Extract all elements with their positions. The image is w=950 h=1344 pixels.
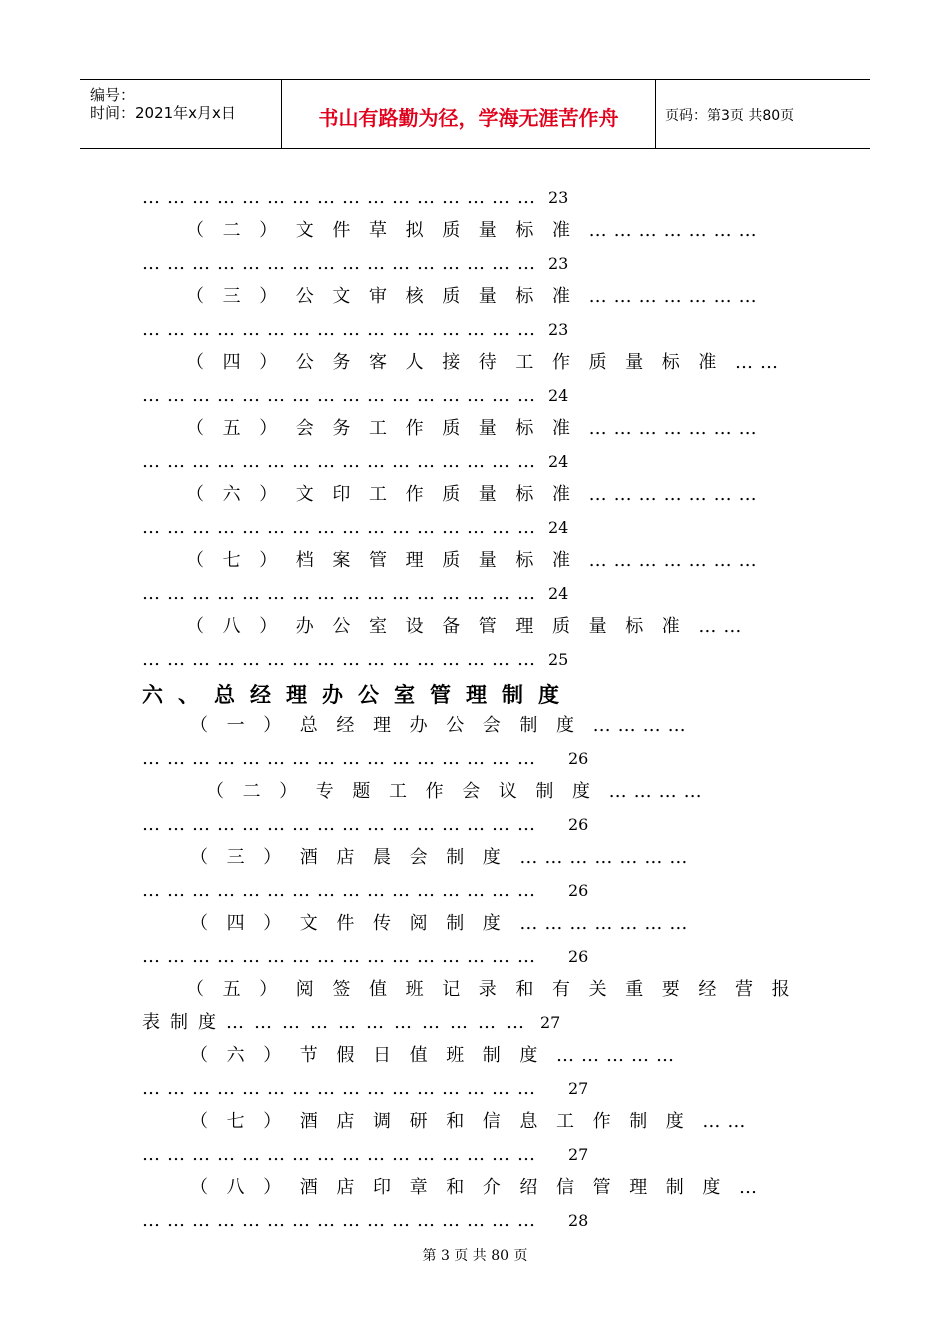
toc-entry-label: （五）阅签值班记录和有关重要经营报 — [186, 979, 809, 1000]
toc-entry — [186, 219, 764, 243]
toc-page-number: 23 — [548, 320, 569, 339]
toc-leader-dots: …… — [698, 616, 749, 637]
toc-entry — [186, 417, 764, 441]
header-page-label: 页码：第3页 共80页 — [665, 108, 795, 124]
toc-page-number: 24 — [548, 584, 569, 603]
toc-entry-label: （八）办公室设备管理质量标准 — [186, 616, 699, 637]
page-footer: 第 3 页 共 80 页 — [422, 1248, 528, 1264]
toc-entry-label: （一）总经理办公会制度 — [190, 715, 593, 736]
header-page-cell — [655, 80, 870, 148]
toc-entry-label: （四）文件传阅制度 — [190, 913, 520, 934]
toc-leader-dots: ………………… — [588, 550, 764, 571]
toc-entry-label: （五）会务工作质量标准 — [186, 418, 589, 439]
toc-page-number: 28 — [568, 1211, 589, 1230]
toc-entry-continuation — [142, 1143, 588, 1167]
toc-entry-label: （七）档案管理质量标准 — [186, 550, 589, 571]
toc-entry — [186, 978, 808, 1002]
toc-entry — [186, 285, 764, 309]
toc-leader-dots: ………………………………………… — [142, 187, 542, 208]
toc-leader-dots: ………………………………………… — [142, 583, 542, 604]
toc-leader-dots: ………………………………………… — [142, 1144, 542, 1165]
toc-leader-dots: ………………………………………… — [142, 517, 542, 538]
toc-page-number: 24 — [548, 452, 569, 471]
toc-leader-dots: ………… — [608, 781, 709, 802]
toc-entry — [190, 714, 693, 738]
toc-entry-label: （八）酒店印章和介绍信管理制度 — [190, 1177, 739, 1198]
toc-entry-continuation — [142, 516, 568, 540]
toc-leader-dots: ………………… — [519, 847, 695, 868]
toc-entry-continuation — [142, 945, 588, 969]
toc-leader-dots: ………………… — [588, 220, 764, 241]
toc-leader-dots: … — [739, 1177, 764, 1198]
toc-entry-continuation — [142, 318, 568, 342]
toc-entry — [190, 1176, 764, 1200]
toc-entry-label: （二）专题工作会议制度 — [206, 781, 609, 802]
toc-entry — [206, 780, 709, 804]
header-motto-cell — [281, 80, 656, 148]
page-header — [80, 79, 870, 149]
toc-entry-continuation — [142, 1077, 588, 1101]
toc-entry-continuation — [142, 747, 588, 771]
toc-leader-dots: ………………… — [519, 913, 695, 934]
toc-entry — [186, 483, 764, 507]
toc-page-number: 24 — [548, 386, 569, 405]
toc-entry-label: （三）酒店晨会制度 — [190, 847, 520, 868]
toc-leader-dots: ………………………………………… — [142, 748, 542, 769]
toc-page-number: 24 — [548, 518, 569, 537]
toc-entry-label: （二）文件草拟质量标准 — [186, 220, 589, 241]
toc-page-number: 27 — [540, 1013, 561, 1032]
toc-chapter-heading: 六、总经理办公室管理制度 — [142, 683, 574, 707]
toc-entry-continuation — [142, 384, 568, 408]
toc-entry — [186, 615, 748, 639]
toc-entry — [190, 912, 694, 936]
toc-entry-continuation — [142, 879, 588, 903]
toc-entry-continuation — [142, 1011, 560, 1035]
toc-page-number: 25 — [548, 650, 569, 669]
toc-entry — [190, 1110, 752, 1134]
toc-entry-continuation — [142, 1209, 588, 1233]
toc-leader-dots: ………………………………………… — [142, 253, 542, 274]
toc-entry-label: （七）酒店调研和信息工作制度 — [190, 1111, 703, 1132]
toc-leader-dots: ………………………………………… — [142, 1210, 542, 1231]
toc-leader-dots: ………………… — [588, 418, 764, 439]
toc-leader-dots: …………… — [556, 1045, 681, 1066]
toc-entry-continuation — [142, 582, 568, 606]
header-info-cell — [80, 80, 280, 148]
toc-page-number: 23 — [548, 254, 569, 273]
toc-page-number: 26 — [568, 947, 589, 966]
toc-leader-dots: ………………………………………… — [142, 319, 542, 340]
toc-leader-dots: …… — [702, 1111, 753, 1132]
toc-entry-continuation — [142, 648, 568, 672]
toc-leader-dots: ………………………………………… — [142, 946, 542, 967]
toc-entry-continuation — [142, 450, 568, 474]
toc-page-number: 26 — [568, 749, 589, 768]
toc-leader-dots: ………… — [592, 715, 693, 736]
toc-leader-dots: ………………………………………… — [142, 649, 542, 670]
toc-page-number: 26 — [568, 815, 589, 834]
toc-page-number: 27 — [568, 1079, 589, 1098]
toc-leader-dots: ………………………………………… — [142, 385, 542, 406]
document-number-label: 编号： — [90, 86, 136, 104]
toc-leader-dots: ………………… — [588, 484, 764, 505]
toc-continuation-line — [142, 186, 568, 210]
toc-entry-label: （六）文印工作质量标准 — [186, 484, 589, 505]
toc-entry — [186, 549, 764, 573]
toc-leader-dots: ………………………………………… — [142, 880, 542, 901]
toc-leader-dots: …… — [735, 352, 785, 373]
header-motto: 书山有路勤为径，学海无涯苦作舟 — [318, 106, 619, 130]
toc-leader-dots: ………………………………………… — [142, 451, 542, 472]
toc-entry-continuation — [142, 813, 588, 837]
toc-entry-label: （三）公文审核质量标准 — [186, 286, 589, 307]
toc-page-number: 23 — [548, 188, 569, 207]
toc-page-number: 27 — [568, 1145, 589, 1164]
toc-leader-dots: ………………………………………… — [142, 1078, 542, 1099]
toc-entry-continuation — [142, 252, 568, 276]
toc-leader-dots: 表制度…………………………… — [142, 1012, 534, 1033]
toc-entry — [190, 1044, 681, 1068]
toc-entry — [186, 351, 785, 375]
toc-entry-label: （四）公务客人接待工作质量标准 — [186, 352, 735, 373]
toc-leader-dots: ………………… — [588, 286, 764, 307]
toc-entry — [190, 846, 694, 870]
toc-page-number: 26 — [568, 881, 589, 900]
document-time-label: 时间：2021年x月x日 — [90, 104, 236, 122]
toc-leader-dots: ………………………………………… — [142, 814, 542, 835]
toc-entry-label: （六）节假日值班制度 — [190, 1045, 556, 1066]
